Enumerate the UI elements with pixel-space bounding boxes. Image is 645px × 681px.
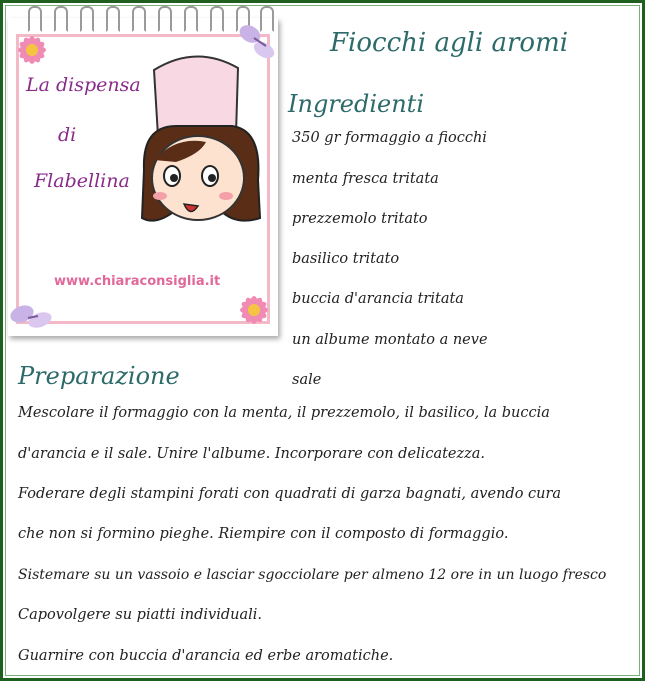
chef-girl-illustration — [136, 50, 266, 250]
ingredients-heading: Ingredienti — [288, 90, 424, 118]
ingredient-item: basilico tritato — [292, 251, 400, 267]
preparation-heading: Preparazione — [18, 362, 180, 390]
recipe-title: Fiocchi agli aromi — [330, 28, 569, 58]
preparation-line: d'arancia e il sale. Unire l'albume. Incorporare con delicatezza. — [18, 446, 486, 462]
ingredient-item: buccia d'arancia tritata — [292, 291, 464, 307]
preparation-line: Mescolare il formaggio con la menta, il prezzemolo, il basilico, la buccia — [18, 405, 550, 421]
ingredient-item: menta fresca tritata — [292, 171, 439, 187]
ingredient-item: 350 gr formaggio a fiocchi — [292, 130, 487, 146]
recipe-card-logo — [8, 18, 278, 336]
preparation-line: Foderare degli stampini forati con quadrati di garza bagnati, avendo cura — [18, 486, 562, 502]
preparation-line: che non si formino pieghe. Riempire con il composto di formaggio. — [18, 526, 509, 542]
ingredient-item: un albume montato a neve — [292, 332, 488, 348]
card-line-1: La dispensa — [26, 74, 141, 96]
preparation-line: Capovolgere su piatti individuali. — [18, 607, 263, 623]
flower-icon — [230, 286, 278, 334]
preparation-line: Guarnire con buccia d'arancia ed erbe aromatiche. — [18, 648, 394, 664]
preparation-line: Sistemare su un vassoio e lasciar sgocciolare per almeno 12 ore in un luogo fresco — [18, 567, 607, 583]
butterfly-icon — [8, 298, 58, 334]
ingredient-item: prezzemolo tritato — [292, 211, 428, 227]
notepad-rings — [28, 6, 268, 34]
card-line-3: Flabellina — [34, 170, 130, 192]
ingredient-item: sale — [292, 372, 322, 388]
flower-icon — [8, 26, 56, 74]
card-website: www.chiaraconsiglia.it — [54, 274, 221, 289]
card-line-2: di — [58, 124, 77, 146]
